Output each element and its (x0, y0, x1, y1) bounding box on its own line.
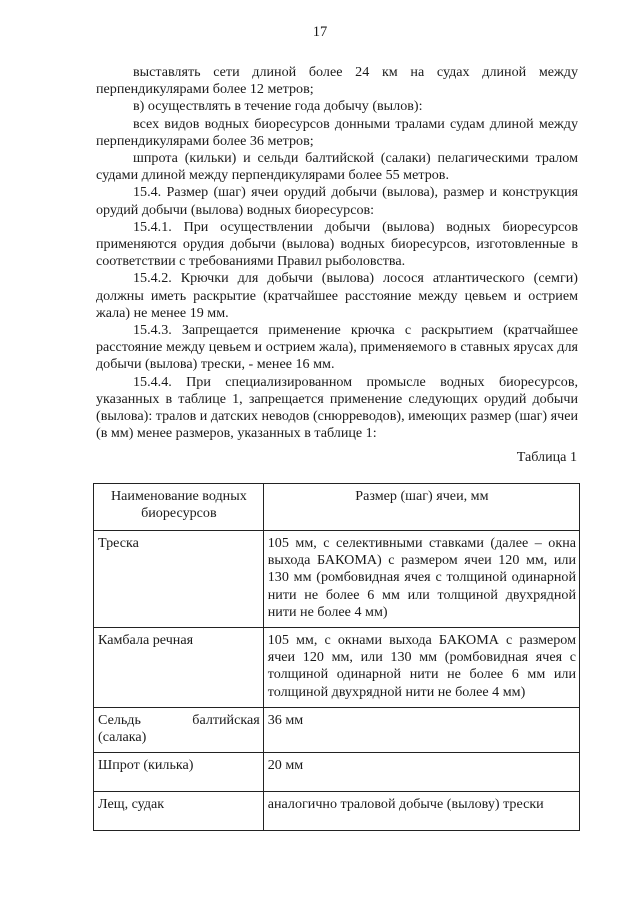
paragraph: 15.4.3. Запрещается применение крючка с раскрытием (кратчайшее расстояние между цевьем и острием жала), применяемого в ставных ярусах для добычи (вылова) трески, - менее 16 мм. (96, 322, 578, 373)
mesh-size-table (93, 483, 580, 831)
paragraph: выставлять сети длиной более 24 км на судах длиной между перпендикулярами более 12 метров; (96, 64, 578, 98)
mesh-size-cell: 105 мм, с окнами выхода БАКОМА с размером ячеи 120 мм, или 130 мм (ромбовидная ячея с толщиной одинарной нити не более 6 мм или толщиной двухрядной нити не более 4 мм) (263, 628, 579, 708)
species-name-cell: Сельдь балтийская (салака) (94, 707, 264, 752)
paragraph: 15.4. Размер (шаг) ячеи орудий добычи (вылова), размер и конструкция орудий добычи (вылова) водных биоресурсов: (96, 184, 578, 218)
body-text (96, 64, 578, 442)
page-number: 17 (312, 24, 328, 40)
table-row (94, 792, 580, 831)
species-name-cell: Лещ, судак (94, 792, 264, 831)
column-header-species: Наименование водных биоресурсов (94, 484, 264, 531)
species-name-cell: Шпрот (килька) (94, 753, 264, 792)
table-row (94, 531, 580, 628)
species-name-cell: Треска (94, 531, 264, 628)
paragraph: шпрота (кильки) и сельди балтийской (салаки) пелагическими тралом судами длиной между перпендикулярами более 55 метров. (96, 150, 578, 184)
table-row (94, 628, 580, 708)
mesh-size-cell: 20 мм (263, 753, 579, 792)
mesh-size-cell: 105 мм, с селективными ставками (далее – окна выхода БАКОМА) с размером ячеи 120 мм, или 130 мм (ромбовидная ячея с толщиной одинарной нити не более 6 мм или толщиной двухрядной нити не более 4 мм) (263, 531, 579, 628)
paragraph: в) осуществлять в течение года добычу (вылов): (133, 98, 423, 115)
table-header-row (94, 484, 580, 531)
paragraph: всех видов водных биоресурсов донными тралами судам длиной между перпендикулярами более 36 метров; (96, 115, 578, 149)
paragraph: 15.4.4. При специализированном промысле водных биоресурсов, указанных в таблице 1, запрещается применение следующих орудий добычи (вылова): тралов и датских неводов (снюрреводов), имеющих размер (шаг) ячеи (в мм) менее размеров, указанных в таблице 1: (96, 373, 578, 442)
species-name-cell: Камбала речная (94, 628, 264, 708)
table-caption: Таблица 1 (516, 449, 577, 465)
table-row (94, 707, 580, 752)
column-header-mesh-size: Размер (шаг) ячеи, мм (263, 484, 579, 531)
mesh-size-cell: аналогично траловой добыче (вылову) трески (263, 792, 579, 831)
table-row (94, 753, 580, 792)
mesh-size-cell: 36 мм (263, 707, 579, 752)
paragraph: 15.4.1. При осуществлении добычи (вылова) водных биоресурсов применяются орудия добычи (вылова) водных биоресурсов, изготовленные в соответствии с требованиями Правил рыболовства. (96, 218, 578, 270)
paragraph: 15.4.2. Крючки для добычи (вылова) лосося атлантического (семги) должны иметь раскрытие (кратчайшее расстояние между цевьем и острием жала) не менее 19 мм. (96, 270, 578, 321)
